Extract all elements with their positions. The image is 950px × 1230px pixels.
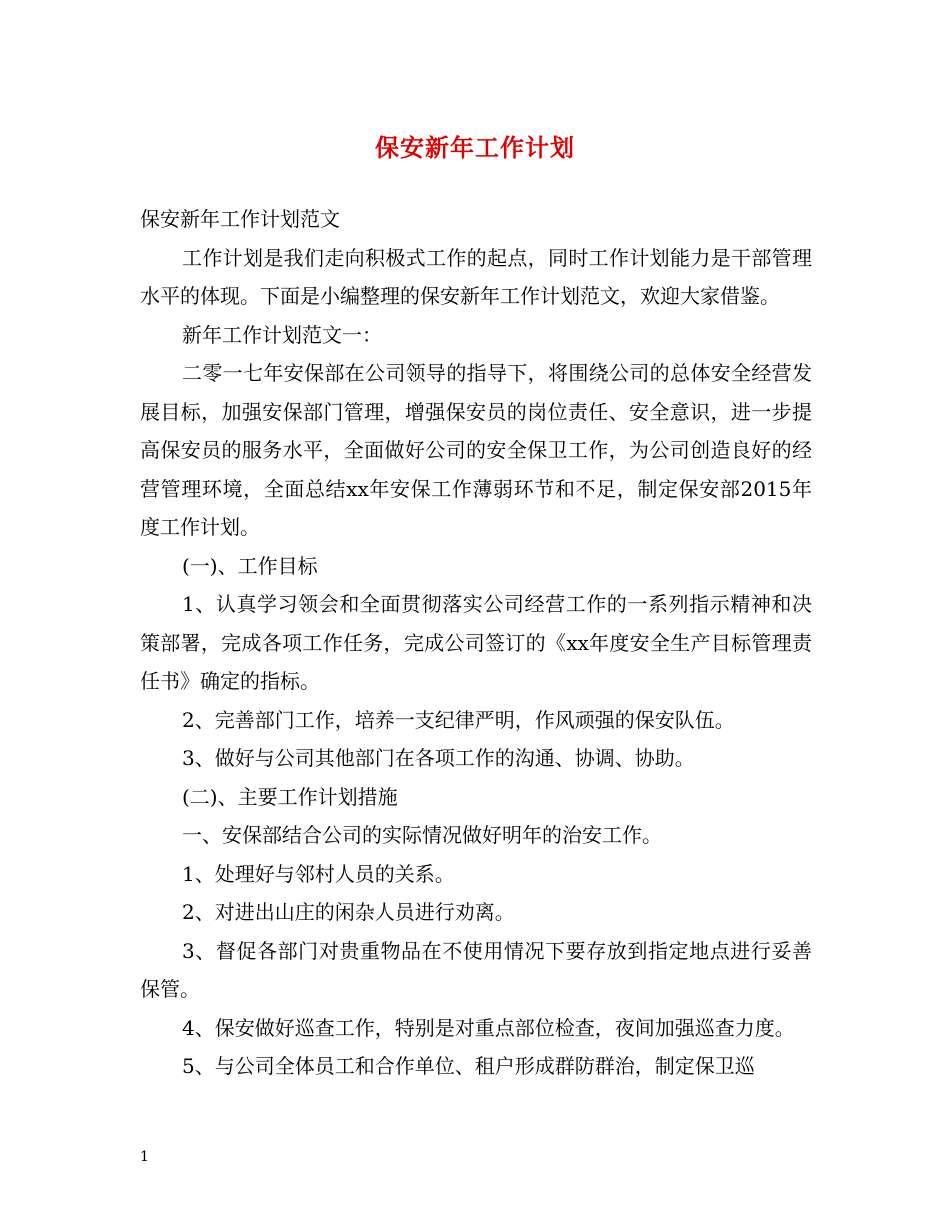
measure-item-5: 5、与公司全体员工和合作单位、租户形成群防群治，制定保卫巡: [182, 1054, 755, 1078]
measure-item-3: 3、督促各部门对贵重物品在不使用情况下要存放到指定地点进行妥善保管。: [140, 938, 812, 1001]
section-heading-goals: (一)、工作目标: [182, 553, 318, 578]
paragraph-intro: 工作计划是我们走向积极式工作的起点，同时工作计划能力是干部管理水平的体现。下面是小编整理的保安新年工作计划范文，欢迎大家借鉴。: [140, 245, 812, 308]
measure-item-4: 4、保安做好巡查工作，特别是对重点部位检查，夜间加强巡查力度。: [182, 1015, 795, 1040]
paragraph-overview: 二零一七年安保部在公司领导的指导下，将围绕公司的总体安全经营发展目标，加强安保部门管理，增强保安员的岗位责任、安全意识，进一步提高保安员的服务水平，全面做好公司的安全保卫工作，为公司创造良好的经营管理环境，全面总结xx年安保工作薄弱环节和不足，制定保安部2015年度工作计划。: [140, 361, 812, 539]
measure-item-1: 1、处理好与邻村人员的关系。: [182, 861, 455, 886]
document-title: 保安新年工作计划: [375, 133, 575, 162]
section-heading-measures: (二)、主要工作计划措施: [182, 784, 398, 809]
goal-item-1: 1、认真学习领会和全面贯彻落实公司经营工作的一系列指示精神和决策部署，完成各项工作任务，完成公司签订的《xx年度安全生产目标管理责任书》确定的指标。: [140, 592, 812, 693]
page-number: 1: [140, 1149, 149, 1165]
goal-item-2: 2、完善部门工作，培养一支纪律严明，作风顽强的保安队伍。: [182, 707, 735, 732]
measure-item-2: 2、对进出山庄的闲杂人员进行劝离。: [182, 900, 515, 924]
measure-heading-1: 一、安保部结合公司的实际情况做好明年的治安工作。: [182, 823, 662, 847]
paragraph-heading-sample-one: 新年工作计划范文一：: [182, 322, 382, 347]
document-subtitle: 保安新年工作计划范文: [140, 207, 340, 231]
goal-item-3: 3、做好与公司其他部门在各项工作的沟通、协调、协助。: [182, 746, 695, 770]
document-body: [140, 200, 812, 1086]
